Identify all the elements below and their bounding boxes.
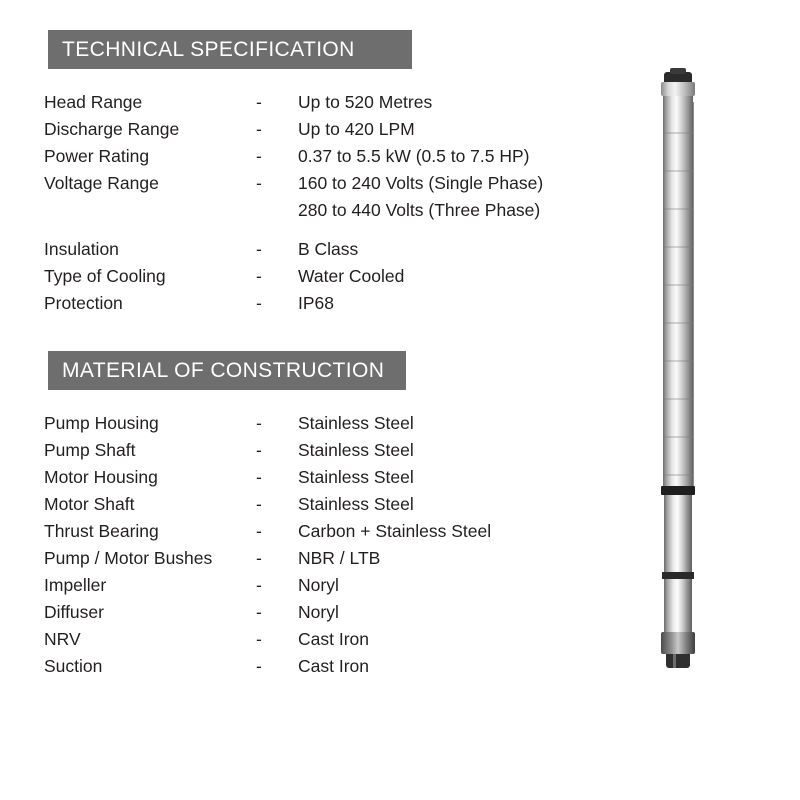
spec-dash: - <box>256 266 262 286</box>
pump-ring-upper <box>661 486 695 495</box>
spec-value: B Class <box>298 239 359 259</box>
moc-value: Cast Iron <box>298 656 369 676</box>
spec-dash: - <box>256 92 262 112</box>
table-row <box>44 437 491 464</box>
spec-dash: - <box>256 146 262 166</box>
spec-value <box>298 170 543 224</box>
pump-barrel <box>663 96 693 486</box>
spec-value: Up to 420 LPM <box>298 119 415 139</box>
section-header-material-of-construction: MATERIAL OF CONSTRUCTION <box>44 351 406 390</box>
spacer-row <box>44 224 543 236</box>
moc-value: Stainless Steel <box>298 467 414 487</box>
pump-base <box>661 632 695 654</box>
spec-label: Head Range <box>44 92 143 112</box>
spec-dash: - <box>256 119 262 139</box>
spec-dash: - <box>256 293 262 313</box>
spec-label: Insulation <box>44 239 119 259</box>
moc-value: Noryl <box>298 575 339 595</box>
moc-label: Pump Shaft <box>44 440 136 460</box>
moc-dash: - <box>256 602 262 622</box>
moc-value: Stainless Steel <box>298 440 414 460</box>
table-row <box>44 626 491 653</box>
moc-dash: - <box>256 548 262 568</box>
specification-content <box>44 30 644 680</box>
moc-dash: - <box>256 413 262 433</box>
spec-dash: - <box>256 239 262 259</box>
table-row <box>44 410 491 437</box>
technical-specification-table <box>44 89 644 317</box>
moc-value: Stainless Steel <box>298 494 414 514</box>
table-row <box>44 263 543 290</box>
spec-label: Protection <box>44 293 123 313</box>
pump-neck <box>661 82 695 96</box>
moc-value: Stainless Steel <box>298 413 414 433</box>
moc-label: Diffuser <box>44 602 104 622</box>
spec-value-line: 160 to 240 Volts (Single Phase) <box>298 173 544 193</box>
spec-dash: - <box>256 173 262 193</box>
moc-value: Noryl <box>298 602 339 622</box>
spec-value: 0.37 to 5.5 kW (0.5 to 7.5 HP) <box>298 146 530 166</box>
moc-dash: - <box>256 629 262 649</box>
table-row <box>44 290 543 317</box>
moc-dash: - <box>256 440 262 460</box>
moc-value: NBR / LTB <box>298 548 381 568</box>
table-row <box>44 236 543 263</box>
spec-value-line-2: 280 to 440 Volts (Three Phase) <box>298 200 541 220</box>
table-row <box>44 464 491 491</box>
moc-label: NRV <box>44 629 81 649</box>
moc-label: Pump Housing <box>44 413 159 433</box>
moc-dash: - <box>256 494 262 514</box>
table-row <box>44 143 543 170</box>
submersible-pump-image <box>648 72 708 672</box>
moc-label: Thrust Bearing <box>44 521 159 541</box>
material-of-construction-table <box>44 410 644 680</box>
moc-label: Suction <box>44 656 103 676</box>
pump-motor-band <box>662 572 694 579</box>
moc-label: Motor Shaft <box>44 494 135 514</box>
table-row <box>44 653 491 680</box>
moc-dash: - <box>256 656 262 676</box>
spec-label: Discharge Range <box>44 119 180 139</box>
spec-value: Up to 520 Metres <box>298 92 433 112</box>
spec-value: Water Cooled <box>298 266 405 286</box>
spec-label: Type of Cooling <box>44 266 166 286</box>
table-row <box>44 518 491 545</box>
section-spacer <box>44 317 644 351</box>
moc-value: Carbon + Stainless Steel <box>298 521 492 541</box>
table-row <box>44 116 543 143</box>
moc-label: Pump / Motor Bushes <box>44 548 213 568</box>
section-header-technical-specification: TECHNICAL SPECIFICATION <box>44 30 412 69</box>
table-row <box>44 89 543 116</box>
moc-label: Motor Housing <box>44 467 158 487</box>
moc-dash: - <box>256 467 262 487</box>
table-row <box>44 491 491 518</box>
pump-motor-body <box>664 495 692 640</box>
table-row <box>44 572 491 599</box>
moc-dash: - <box>256 521 262 541</box>
moc-label: Impeller <box>44 575 107 595</box>
pump-top-cap <box>664 72 692 82</box>
spec-label: Voltage Range <box>44 173 159 193</box>
table-row <box>44 545 491 572</box>
moc-value: Cast Iron <box>298 629 369 649</box>
table-row <box>44 170 543 224</box>
spec-label: Power Rating <box>44 146 150 166</box>
moc-dash: - <box>256 575 262 595</box>
table-row <box>44 599 491 626</box>
pump-foot <box>666 654 690 668</box>
spec-value: IP68 <box>298 293 334 313</box>
